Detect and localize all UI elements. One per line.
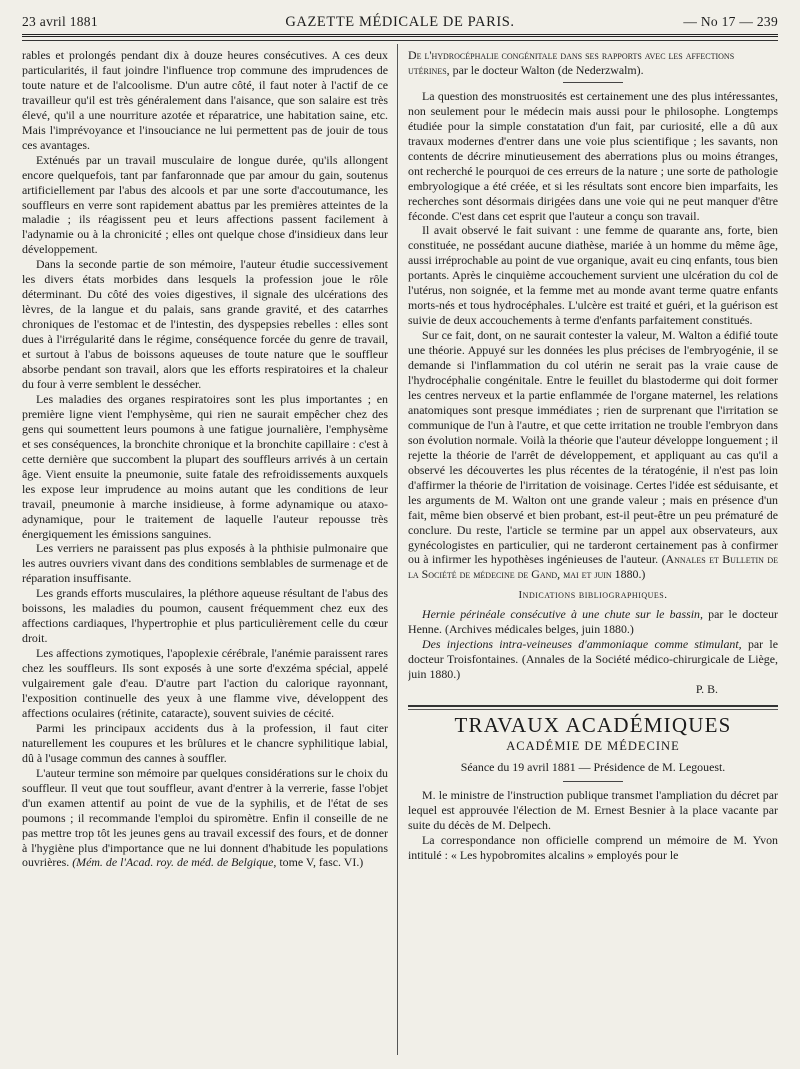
academy-title: ACADÉMIE DE MÉDECINE [506, 738, 680, 753]
article-source: (Annales et Bulletin de la Société de médecine de Gand, mai et juin 1880.) [408, 552, 778, 582]
page-header [22, 10, 778, 32]
header-rule [22, 34, 778, 37]
biblio-title-italic: Hernie périnéale consécutive à une chute sur le bassin, [422, 607, 703, 622]
paragraph: Les verriers ne paraissent pas plus exposés à la phthisie pulmonaire que les autres ouvriers vivant dans des conditions semblables de surmenage et de réparation insuffisante. [22, 541, 388, 586]
section-rule [408, 705, 778, 707]
article-author: par le docteur Walton (de Nederzwalm). [452, 62, 644, 77]
paragraph: Exténués par un travail musculaire de longue durée, qu'ils allongent encore quelquefois, tant par fanfaronnade que par amour du gain, soutenus artificiellement par l'abus des alcools et par une sorte d'accoutumance, les souffleurs en verre sont rapidement abattus par les premières atteintes de la maladie ; ils réagissent peu et leurs affections passent facilement à l'adynamie ou à la chronicité ; elles ont quelque chose d'insidieux dans leur développement. [22, 152, 388, 257]
reference-tail: tome V, fasc. VI.) [279, 855, 364, 870]
paragraph: Les maladies des organes respiratoires sont les plus importantes ; en première ligne vient l'emphysème, qui rien ne saurait empêcher chez des gens qui soumettent leurs poumons à une fatigue journalière, l'emphysème et ses conséquences, la bronchite chronique et la bronchite capillaire : c'est à cette dernière que succombent la plupart des souffleurs arrivés à un certain âge. Vient ensuite la pneumonie, suite fatale des refroidissements auxquels les expose leur imprudence au moins autant que les conditions de leur travail, pneumonie à marche insidieuse, à forme adynamique ou ataxo-adynamique, pour le traitement de laquelle l'auteur repousse très énergiquement les émissions sanguines. [22, 391, 388, 541]
article-heading [408, 48, 778, 78]
paragraph: M. le ministre de l'instruction publique transmet l'ampliation du décret par lequel est approuvée l'élection de M. Ernest Besnier à la place vacante par suite du décès de M. Delpech. [408, 787, 778, 832]
biblio-rest: par le docteur Troisfontaines. (Annales de la Société médico-chirurgicale de Liège, juin 1880.) [408, 637, 778, 682]
paragraph-text: Sur ce fait, dont, on ne saurait contester la valeur, M. Walton a édifié toute une théorie. Appuyé sur les données les plus précises de l'embryogénie, il se demande si l'inflammation du col utérin ne serait pas la vraie cause de l'hydrocéphalie congénitale. Entre le feuillet du blastoderme qui doit former les centres nerveux et la partie enflammée de l'organe maternel, les relations anatomiques sont presque immédiates ; rien de surprenant que l'irritation se communique de l'un à l'autre, et que cette irritation ne trouble l'embryon dans son évolution normale. Voilà la théorie que l'auteur développe longuement ; il rejette la théorie de l'arrêt de développement, et appliquant au cas qu'il a observé les découvertes les plus récentes de la tératogénie, il n'est pas loin d'affirmer la théorie de l'irritation de voisinage. Certes l'idée est séduisante, et les arguments de M. Walton ont une grande valeur ; mais en présence d'un fait, même bien observé et bien probant, est-il peut-être un peu prématuré de conclure. Du reste, l'article se termine par un appel aux observateurs, aux gynécologistes en particulier, qui ne tarderont certainement pas à confirmer ou à infirmer les hypothèses ingénieuses de l'auteur. [408, 328, 778, 567]
paragraph-text: L'auteur termine son mémoire par quelques considérations sur le choix du souffleur. Il veut que tout souffleur, avant d'entrer à la verrerie, fasse l'objet d'un examen attentif au point de vue de la syphilis, et de l'état de ses poumons ; il recommande l'emploi du spiromètre. Enfin il conseille de ne pas mettre trop tôt les jeunes gens au travail excessif des fours, et de donner à l'hygiène plus d'importance que ne lui donnent d'habitude les populations ouvrières. [22, 765, 388, 870]
divider [563, 781, 623, 782]
paragraph: La correspondance non officielle comprend un mémoire de M. Yvon intitulé : « Les hypobromites alcalins » employés pour le [408, 832, 778, 862]
signature: P. B. [695, 682, 718, 697]
bibliography-entry [408, 637, 778, 682]
divider [563, 82, 623, 83]
session-line: Séance du 19 avril 1881 — Présidence de M. Legouest. [460, 759, 726, 774]
paragraph: La question des monstruosités est certainement une des plus intéressantes, non seulement pour le médecin mais aussi pour le philosophe. Longtemps étudiée pour la simple constatation d'un fait, par curiosité, elle a dû aux travaux modernes d'entrer dans une voie plus scientifique ; les savants, non contents de décrire minutieusement des aberrations plus ou moins étranges, ont recherché le pourquoi de ces erreurs de la nature ; une sorte de pathologie embryologique a été créée, et si les résultats sont encore bien imparfaits, les recherches sont désormais dirigées dans une voie qui ne peut manquer d'être féconde. C'est dans cet esprit que l'auteur a conçu son travail. [408, 88, 778, 223]
header-issue-page: — No 17 — 239 [683, 14, 778, 29]
paragraph: Parmi les principaux accidents dus à la profession, il faut citer naturellement les coupures et les brûlures et le chancre syphilitique labial, dû à l'usage commun des cannes à souffler. [22, 720, 388, 765]
paragraph-with-reference [22, 766, 388, 871]
paragraph: Les grands efforts musculaires, la pléthore aqueuse résultant de l'abus des boissons, les maladies du poumon, causent fréquemment chez eux des affections cardiaques, l'hypertrophie et plus particulièrement celle du cœur droit. [22, 586, 388, 646]
paragraph: Les affections zymotiques, l'apoplexie cérébrale, l'anémie paraissent rares chez les souffleurs. Ils sont exposés à une sorte d'exzéma spécial, appelé vulgairement gale d'eau. D'autre part l'action du calorique rayonnant, l'exposition continuelle des yeux à une flamme vive, développent des affections oculaires (rétinite, cataracte), souvent suivies de cécité. [22, 646, 388, 720]
right-column [408, 48, 778, 1053]
reference-italic: (Mém. de l'Acad. roy. de méd. de Belgique, [72, 855, 277, 870]
paragraph: Dans la seconde partie de son mémoire, l'auteur étudie successivement les divers états morbides dans lesquels la profession joue le rôle déterminant. Du côté des voies digestives, il signale des ulcérations des lèvres, de la langue et du palais, sans grande gravité, et des catarrhes chroniques de l'estomac et de l'intestin, des dyspepsies rebelles : elles sont dues à l'irrégularité dans le régime, conséquence forcée du genre de travail, et surtout à l'abus de boissons aqueuses de toute nature que le souffleur absorbe pendant son travail, alors que les efforts respiratoires et la chaleur du four à verre semblent le dessécher. [22, 257, 388, 391]
paragraph: rables et prolongés pendant dix à douze heures consécutives. A ces deux particularités, il faut joindre l'influence trop commune des imprudences de toute nature et de l'alcoolisme. D'un autre côté, il faut noter à l'actif de ce travailleur qu'il est très généralement dans l'aisance, que son salaire est très élevé, qu'il a une nourriture azotée et réparatrice, une habitation saine, etc. Mais l'imprévoyance et l'insouciance ne lui permettent pas de jouir de tous ces avantages. [22, 48, 388, 152]
bibliography-title: Indications bibliographiques. [518, 589, 668, 602]
section-rule-thin [408, 709, 778, 710]
column-divider [397, 44, 398, 1055]
bibliography-entry [408, 607, 778, 637]
biblio-rest: par le docteur Henne. (Archives médicales belges, juin 1880.) [408, 607, 778, 637]
header-rule-thin [22, 40, 778, 41]
header-title: GAZETTE MÉDICALE DE PARIS. [285, 14, 515, 30]
biblio-title-italic: Des injections intra-veineuses d'ammoniaque comme stimulant, [422, 637, 742, 652]
paragraph-with-source [408, 328, 778, 582]
section-title: TRAVAUX ACADÉMIQUES [454, 713, 732, 738]
paragraph: Il avait observé le fait suivant : une femme de quarante ans, forte, bien constituée, ne possédant aucune diathèse, mariée à un homme du même âge, aussi irréprochable au point de vue organique, avait eu cinq enfants, tous bien portants. Après le cinquième accouchement survient une ulcération du col de l'utérus, non soignée, et la femme met au monde avant terme quatre enfants morts-nés et tous hydrocéphales. L'ulcère est traité et guéri, et la guérison est suivie de deux accouchements à terme d'enfants parfaitement constitués. [408, 223, 778, 328]
header-date: 23 avril 1881 [22, 14, 98, 29]
left-column [22, 48, 388, 1053]
article-title: De l'hydrocéphalie congénitale dans ses rapports avec les affections utérines, [408, 48, 735, 77]
